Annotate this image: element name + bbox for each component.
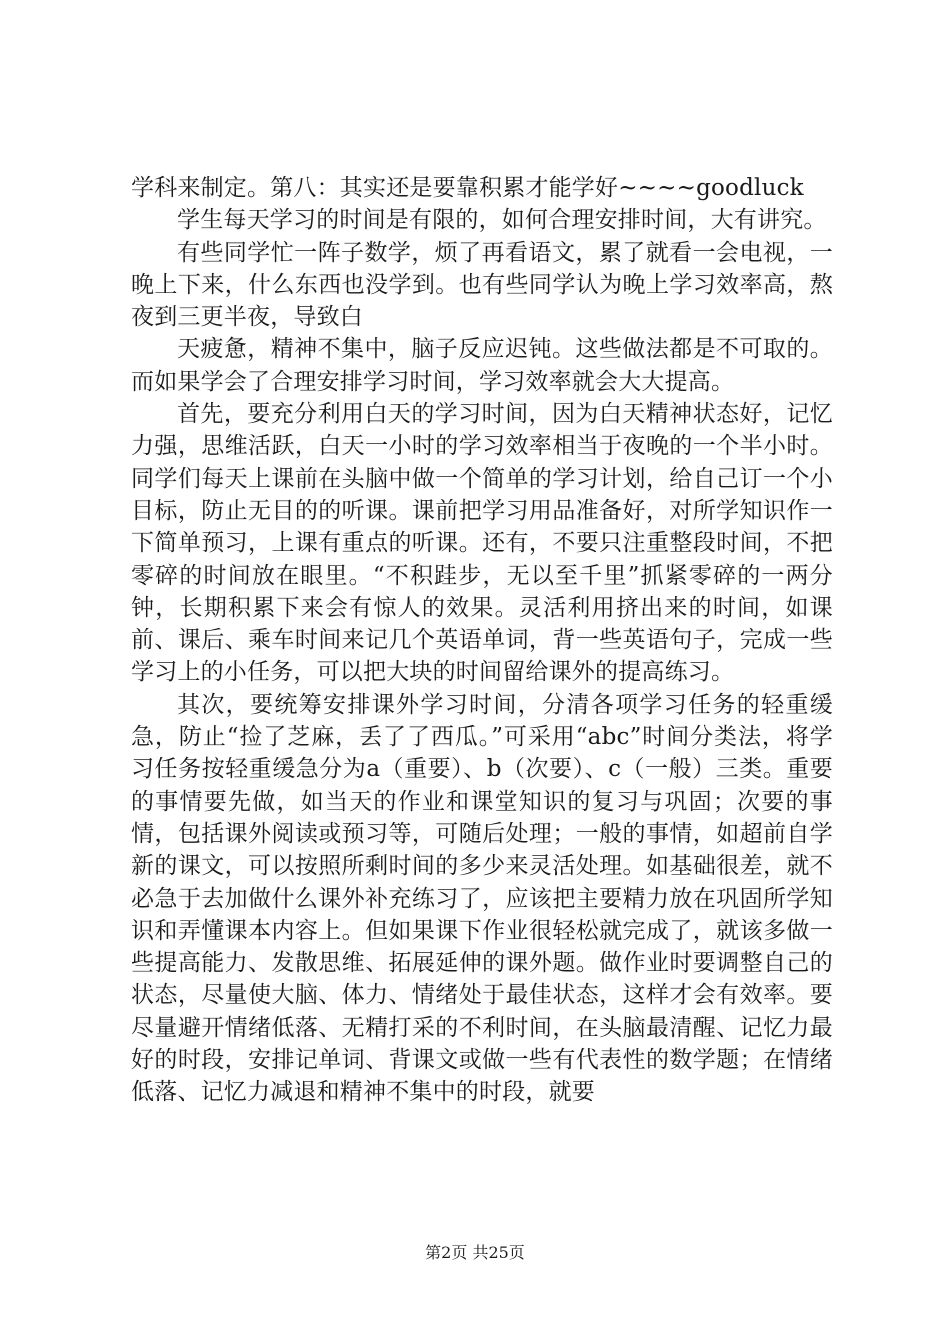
paragraph-consequences: 天疲惫，精神不集中，脑子反应迟钝。这些做法都是不可取的。而如果学会了合理安排学习时间，学习效率就会大大提高。 xyxy=(131,336,833,395)
document-body xyxy=(131,172,833,1109)
paragraph-first-point: 首先，要充分利用白天的学习时间，因为白天精神状态好，记忆力强，思维活跃，白天一小时的学习效率相当于夜晚的一个半小时。同学们每天上课前在头脑中做一个简单的学习计划，给自己订一个小目标，防止无目的的听课。课前把学习用品准备好，对所学知识作一下简单预习，上课有重点的听课。还有，不要只注重整段时间，不把零碎的时间放在眼里。“不积跬步，无以至千里”抓紧零碎的一两分钟，长期积累下来会有惊人的效果。灵活利用挤出来的时间，如课前、课后、乘车时间来记几个英语单词，背一些英语句子，完成一些学习上的小任务，可以把大块的时间留给课外的提高练习。 xyxy=(131,401,833,686)
paragraph-second-point: 其次，要统筹安排课外学习时间，分清各项学习任务的轻重缓急，防止“捡了芝麻，丢了了西瓜。”可采用“abc”时间分类法，将学习任务按轻重缓急分为a（重要）、b（次要）、c（一般）三类。重要的事情要先做，如当天的作业和课堂知识的复习与巩固；次要的事情，包括课外阅读或预习等，可随后处理；一般的事情，如超前自学新的课文，可以按照所剩时间的多少来灵活处理。如基础很差，就不必急于去加做什么课外补充练习了，应该把主要精力放在巩固所学知识和弄懂课本内容上。但如果课下作业很轻松就完成了，就该多做一些提高能力、发散思维、拓展延伸的课外题。做作业时要调整自己的状态，尽量使大脑、体力、情绪处于最佳状态，这样才会有效率。要尽量避开情绪低落、无精打采的不利时间，在头脑最清醒、记忆力最好的时段，安排记单词、背课文或做一些有代表性的数学题；在情绪低落、记忆力减退和精神不集中的时段，就要 xyxy=(131,691,833,1106)
paragraph-bad-habits: 有些同学忙一阵子数学，烦了再看语文，累了就看一会电视，一晚上下来，什么东西也没学到。也有些同学认为晚上学习效率高，熬夜到三更半夜，导致白 xyxy=(131,239,833,331)
paragraph-intro: 学生每天学习的时间是有限的，如何合理安排时间，大有讲究。 xyxy=(177,207,827,234)
paragraph-continuation: 学科来制定。第八：其实还是要靠积累才能学好~~~~goodluck xyxy=(131,175,804,201)
page-number-footer: 第2页 共25页 xyxy=(425,1243,525,1262)
